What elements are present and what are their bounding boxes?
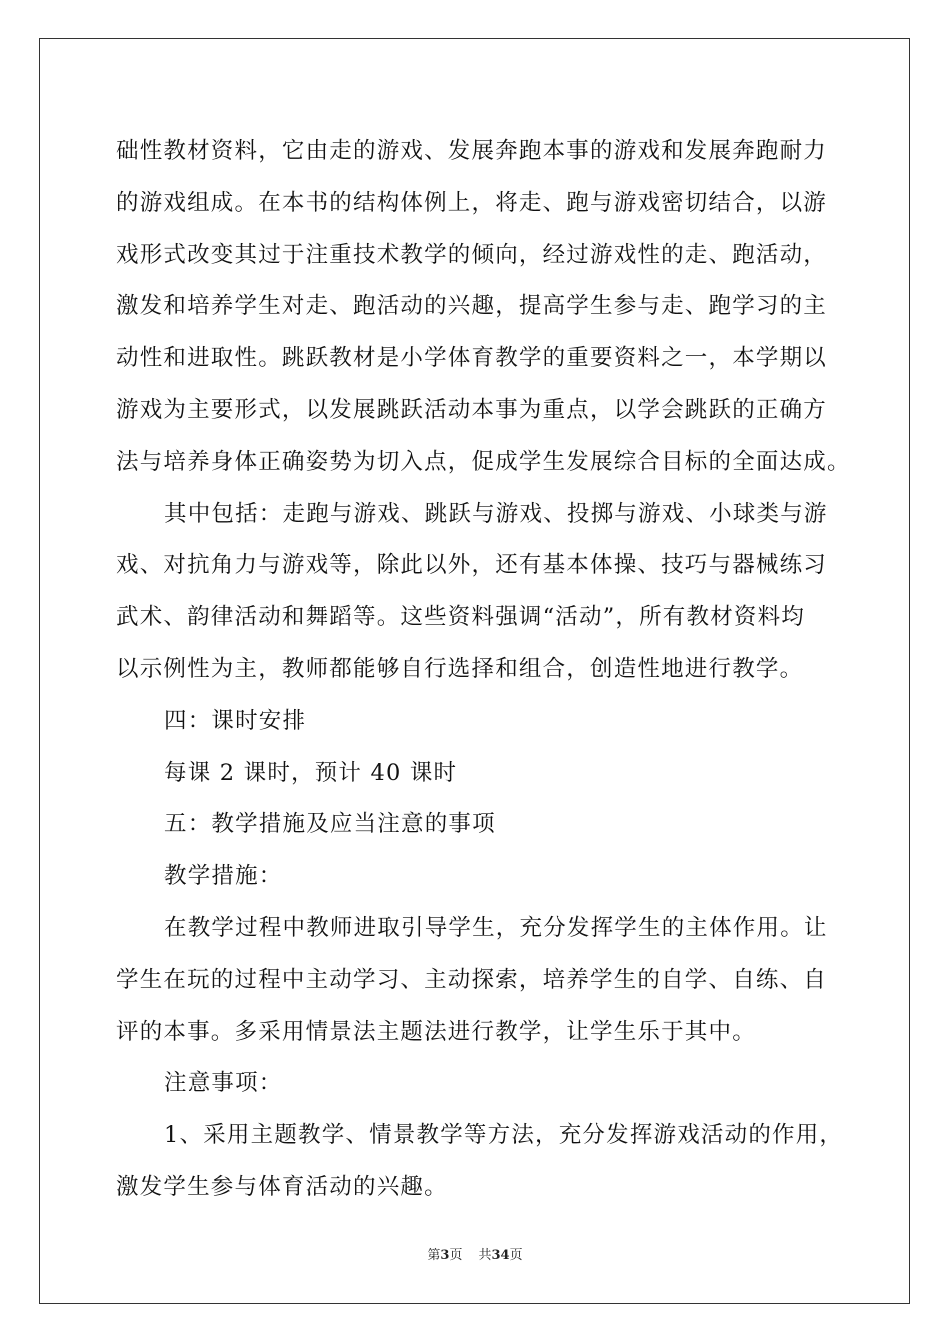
text-line: 础性教材资料，它由走的游戏、发展奔跑本事的游戏和发展奔跑耐力	[116, 138, 828, 164]
text-line: 以示例性为主，教师都能够自行选择和组合，创造性地进行教学。	[116, 655, 804, 682]
text-line: 其中包括：走跑与游戏、跳跃与游戏、投掷与游戏、小球类与游	[164, 500, 828, 527]
document-body	[116, 126, 851, 1214]
footer-total-prefix: 共	[478, 1248, 492, 1263]
text-line: 激发学生参与体育活动的兴趣。	[116, 1173, 448, 1200]
text-line: 注意事项：	[164, 1070, 283, 1097]
text-line: 戏形式改变其过于注重技术教学的倾向，经过游戏性的走、跑活动，	[116, 241, 828, 268]
text-line: 的游戏组成。在本书的结构体例上，将走、跑与游戏密切结合，以游	[116, 189, 828, 216]
text-line: 每课 2 课时，预计 40 课时	[164, 759, 458, 786]
footer-page-suffix: 页	[449, 1248, 463, 1263]
text-line: 评的本事。多采用情景法主题法进行教学，让学生乐于其中。	[116, 1018, 756, 1045]
text-line: 戏、对抗角力与游戏等，除此以外，还有基本体操、技巧与器械练习	[116, 552, 828, 579]
text-line: 激发和培养学生对走、跑活动的兴趣，提高学生参与走、跑学习的主	[116, 293, 828, 320]
text-line: 教学措施：	[164, 863, 283, 890]
text-line: 游戏为主要形式，以发展跳跃活动本事为重点，以学会跳跃的正确方	[116, 396, 828, 423]
text-line: 武术、韵律活动和舞蹈等。这些资料强调“活动”，所有教材资料均	[116, 604, 806, 631]
text-line: 在教学过程中教师进取引导学生，充分发挥学生的主体作用。让	[164, 914, 828, 941]
footer-page-number: 3	[440, 1248, 450, 1263]
text-line: 五：教学措施及应当注意的事项	[164, 811, 496, 838]
text-line: 法与培养身体正确姿势为切入点，促成学生发展综合目标的全面达成。	[116, 448, 851, 475]
footer-page-prefix: 第	[427, 1248, 441, 1263]
text-line: 学生在玩的过程中主动学习、主动探索，培养学生的自学、自练、自	[116, 966, 828, 993]
footer-total-pages: 34	[491, 1248, 510, 1263]
text-line: 四：课时安排	[164, 707, 307, 734]
text-line: 动性和进取性。跳跃教材是小学体育教学的重要资料之一，本学期以	[116, 345, 828, 372]
footer-total-suffix: 页	[509, 1248, 523, 1263]
page-footer	[0, 1244, 950, 1263]
text-line: 1、采用主题教学、情景教学等方法，充分发挥游戏活动的作用，	[164, 1122, 844, 1149]
